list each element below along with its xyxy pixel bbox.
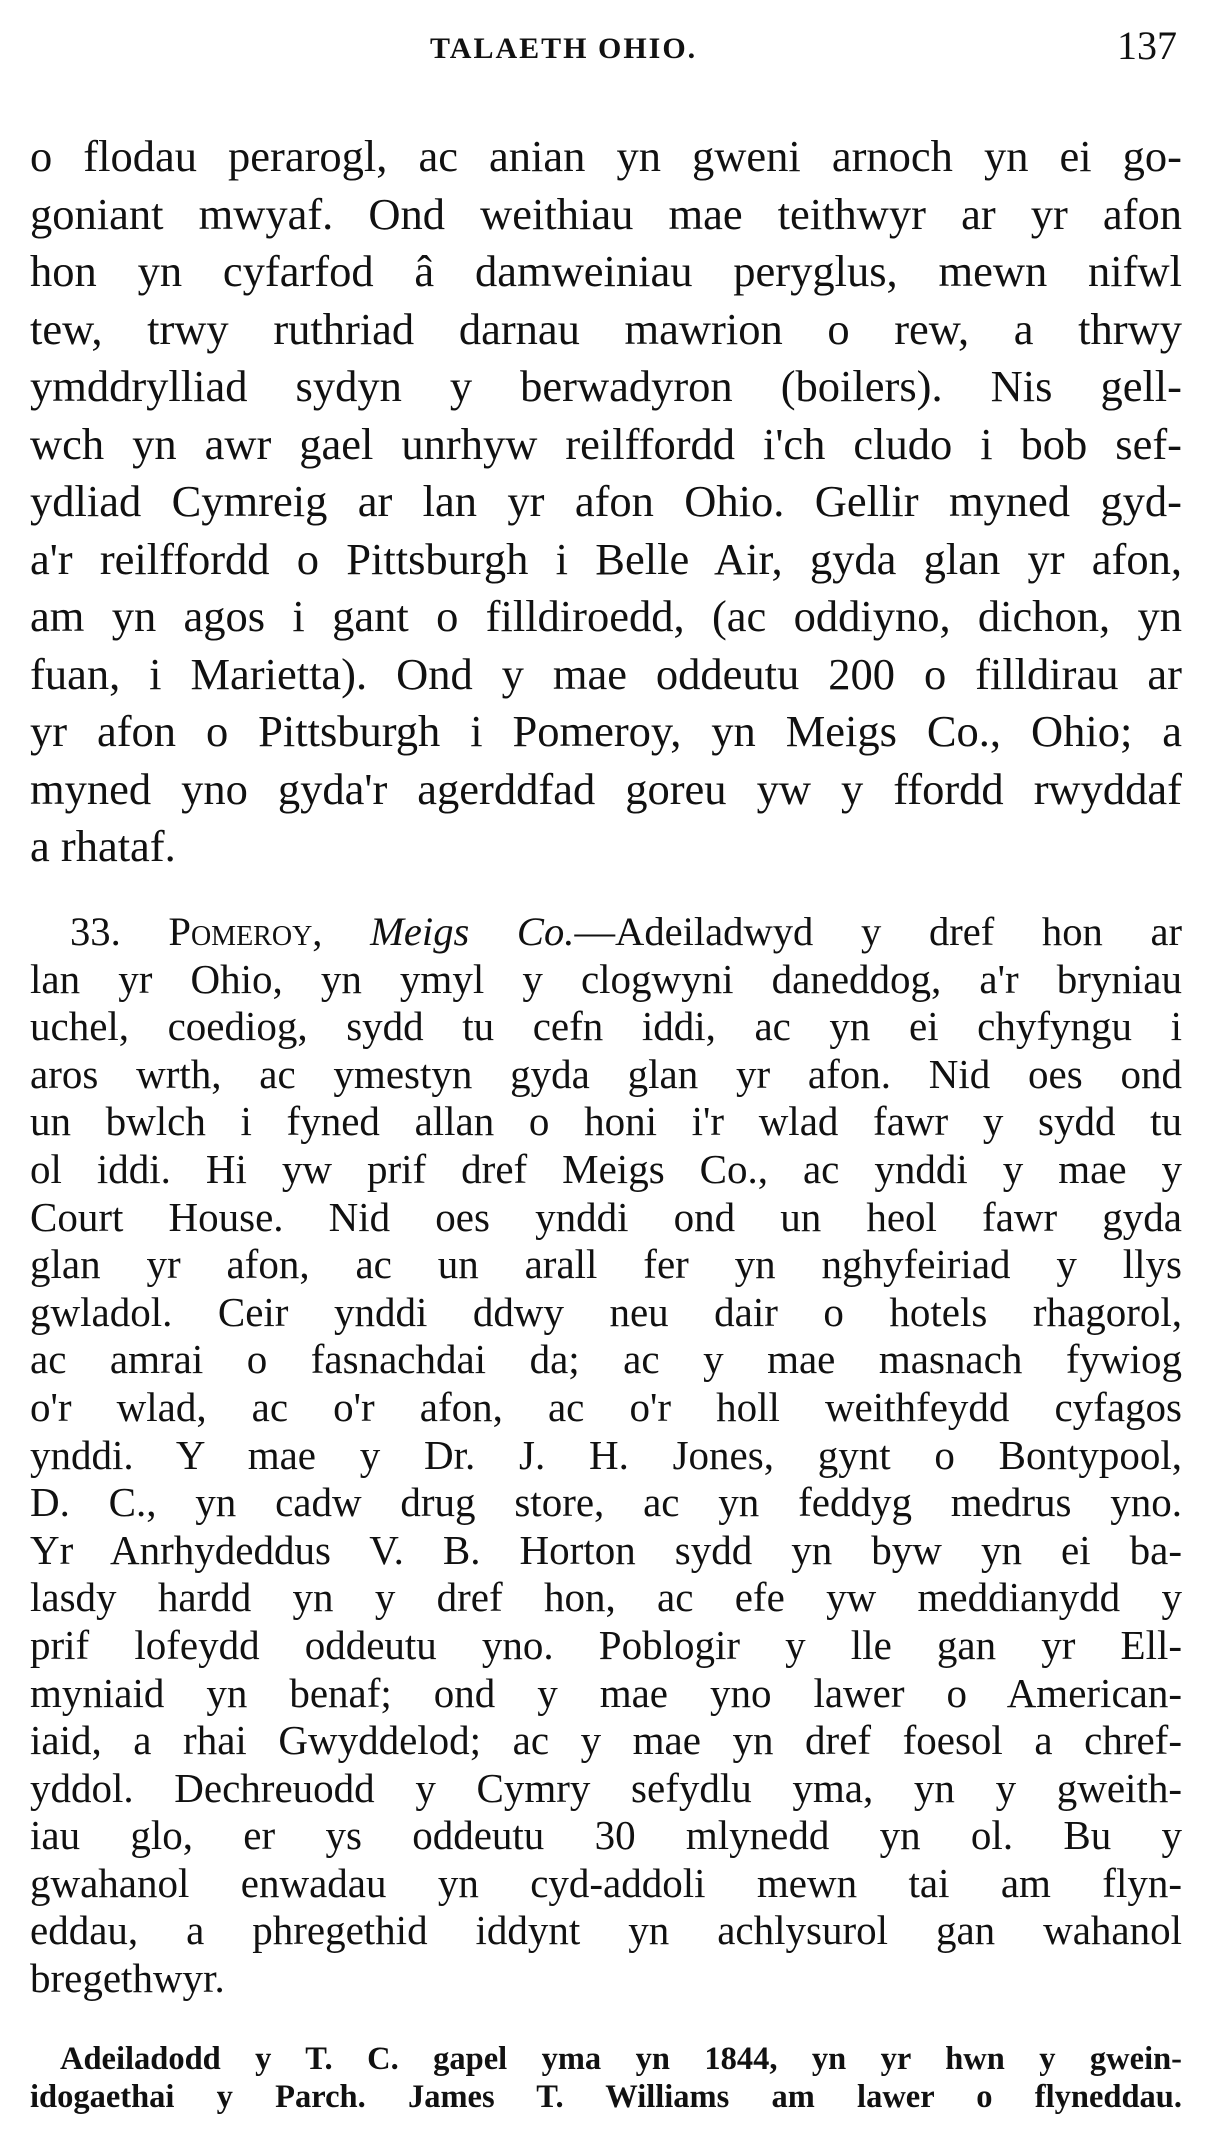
text-line: ydliad Cymreig ar lan yr afon Ohio. Gellir myned gyd- (30, 476, 1182, 526)
text-line: o'r wlad, ac o'r afon, ac o'r holl weithfeydd cyfagos (30, 1383, 1182, 1430)
text-line: o flodau perarogl, ac anian yn gweni arnoch yn ei go- (30, 131, 1182, 181)
text-line: iaid, a rhai Gwyddelod; ac y mae yn dref foesol a chref- (30, 1717, 1182, 1764)
text-line: a'r reilffordd o Pittsburgh i Belle Air, gyda glan yr afon, (30, 533, 1182, 584)
text-line: idogaethai y Parch. James T. Williams am lawer o flyneddau. (30, 2079, 1182, 2115)
text-line: ynddi. Y mae y Dr. J. H. Jones, gynt o Bontypool, (30, 1431, 1182, 1478)
text-line: ol iddi. Hi yw prif dref Meigs Co., ac ynddi y mae y (30, 1145, 1182, 1192)
section-heading-line (30, 908, 1182, 956)
text-line: myned yno gyda'r agerddfad goreu yw y ffordd rwyddaf (30, 763, 1182, 814)
section-place: Pomeroy, (168, 909, 323, 954)
text-line: myniaid yn benaf; ond y mae yno lawer o American- (30, 1669, 1182, 1716)
text-line: lasdy hardd yn y dref hon, ac efe yw meddianydd y (30, 1574, 1182, 1621)
text-line: bregethwyr. (30, 1955, 225, 2002)
text-line: fuan, i Marietta). Ond y mae oddeutu 200 o filldirau ar (30, 648, 1182, 699)
paragraph-1 (30, 128, 1182, 876)
text-line: tew, trwy ruthriad darnau mawrion o rew, a thrwy (30, 303, 1182, 354)
text-line: am yn agos i gant o filldiroedd, (ac oddiyno, dichon, yn (30, 591, 1182, 641)
text-line: gwladol. Ceir ynddi ddwy neu dair o hotels rhagorol, (30, 1288, 1182, 1335)
text-line: —Adeiladwyd y dref hon ar (574, 909, 1182, 954)
text-line: wch yn awr gael unrhyw reilffordd i'ch cludo i bob sef- (30, 418, 1182, 469)
text-line: goniant mwyaf. Ond weithiau mae teithwyr ar yr afon (30, 188, 1182, 239)
text-line: D. C., yn cadw drug store, ac yn feddyg medrus yno. (30, 1479, 1182, 1526)
text-line: uchel, coediog, sydd tu cefn iddi, ac yn ei chyfyngu i (30, 1003, 1182, 1050)
text-line: yddol. Dechreuodd y Cymry sefydlu yma, yn y gweith- (30, 1764, 1182, 1811)
text-line: hon yn cyfarfod â damweiniau peryglus, mewn nifwl (30, 246, 1182, 296)
section-county: Meigs Co. (370, 909, 575, 954)
text-line: Adeiladodd y T. C. gapel yma yn 1844, yn yr hwn y gwein- (60, 2041, 1182, 2077)
text-line: yr afon o Pittsburgh i Pomeroy, yn Meigs Co., Ohio; a (30, 706, 1182, 756)
text-line: ac amrai o fasnachdai da; ac y mae masnach fywiog (30, 1336, 1182, 1383)
paragraph-2 (30, 908, 1182, 2003)
text-line: aros wrth, ac ymestyn gyda glan yr afon. Nid oes ond (30, 1050, 1182, 1097)
text-line: glan yr afon, ac un arall fer yn nghyfeiriad y llys (30, 1241, 1182, 1288)
text-line: Court House. Nid oes ynddi ond un heol fawr gyda (30, 1193, 1182, 1240)
text-line: iau glo, er ys oddeutu 30 mlynedd yn ol. Bu y (30, 1812, 1182, 1859)
page-header (30, 22, 1177, 82)
text-line: ymddrylliad sydyn y berwadyron (boilers). Nis gell- (30, 361, 1182, 411)
text-line: lan yr Ohio, yn ymyl y clogwyni daneddog, a'r bryniau (30, 955, 1182, 1002)
paragraph-3 (30, 2040, 1182, 2116)
page-number: 137 (1117, 23, 1177, 68)
text-line: gwahanol enwadau yn cyd-addoli mewn tai am flyn- (30, 1859, 1182, 1906)
text-line: eddau, a phregethid iddynt yn achlysurol gan wahanol (30, 1907, 1182, 1954)
text-line: un bwlch i fyned allan o honi i'r wlad fawr y sydd tu (30, 1098, 1182, 1145)
text-line: Yr Anrhydeddus V. B. Horton sydd yn byw yn ei ba- (30, 1526, 1182, 1573)
section-number: 33. (70, 909, 121, 954)
running-title: TALAETH OHIO. (430, 32, 698, 65)
text-line: a rhataf. (30, 821, 176, 871)
text-line: prif lofeydd oddeutu yno. Poblogir y lle gan yr Ell- (30, 1621, 1182, 1668)
